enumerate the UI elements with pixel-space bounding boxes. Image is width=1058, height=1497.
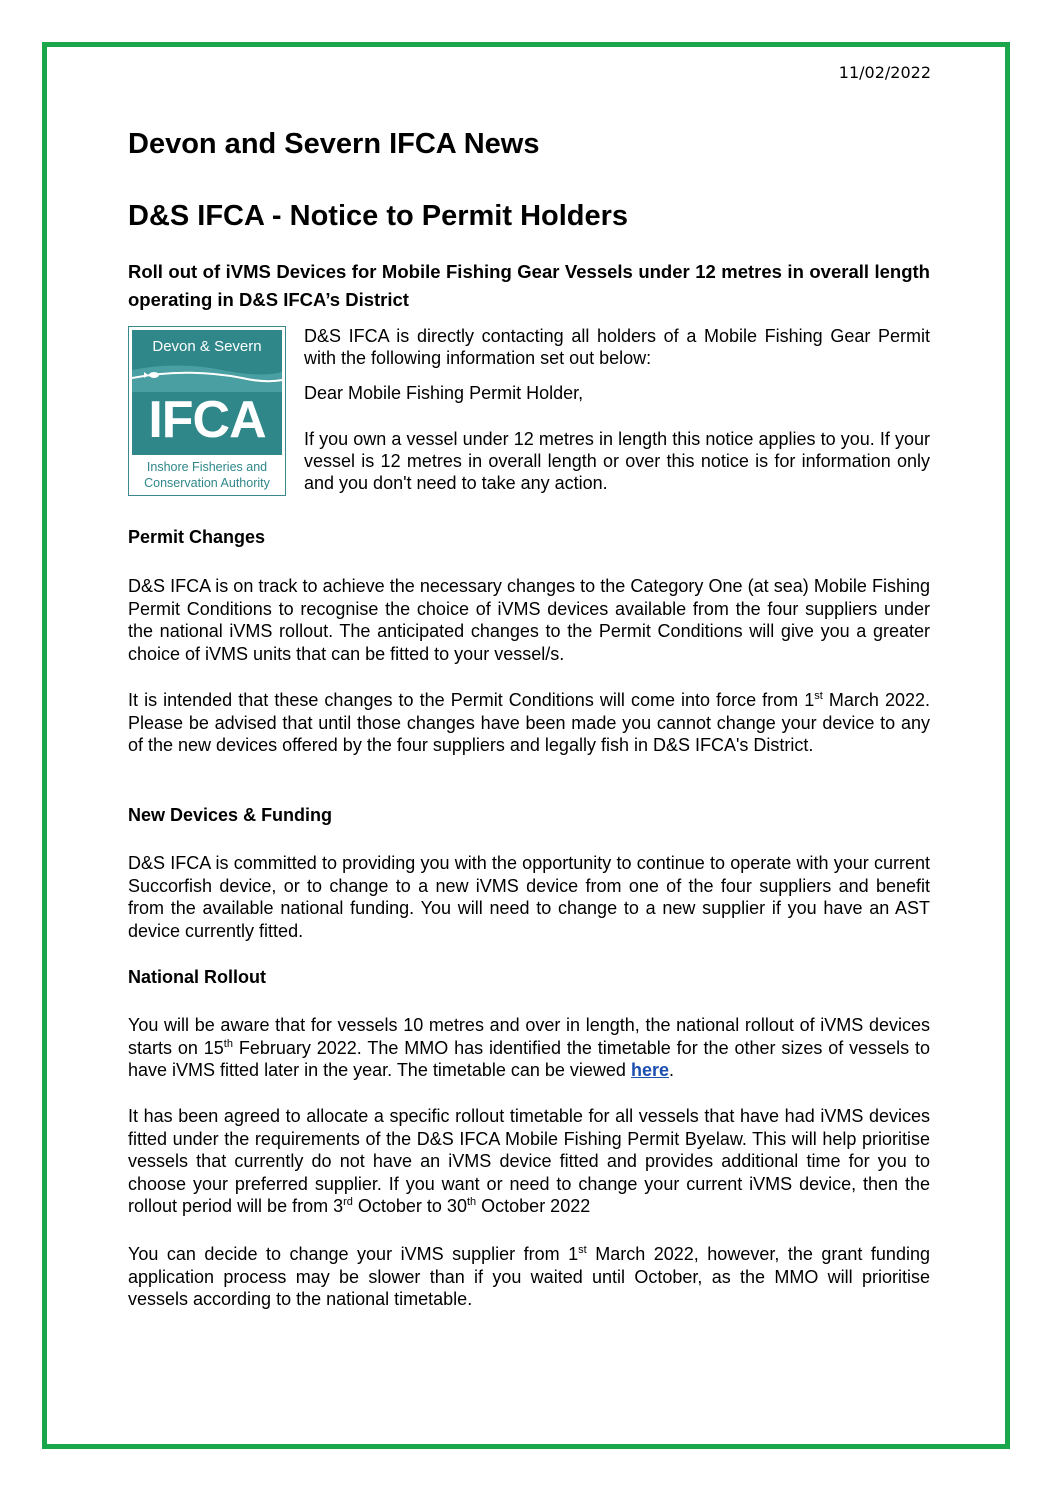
logo-main-text: IFCA — [148, 391, 266, 449]
intro-paragraph-1: D&S IFCA is directly contacting all holders of a Mobile Fishing Gear Permit with the following information set out below: — [304, 326, 930, 368]
national-rollout-paragraph-1 — [128, 1014, 930, 1082]
national-rollout-paragraph-2 — [128, 1105, 930, 1218]
salutation: Dear Mobile Fishing Permit Holder, — [304, 383, 584, 403]
section-heading-permit-changes: Permit Changes — [128, 527, 266, 547]
text-span: March 2022, however, the grant funding application process may be slower than if you waited until October, as the MMO will prioritise vessels according to the national timetable. — [128, 1244, 930, 1309]
superscript: th — [223, 1037, 233, 1050]
text-span: It is intended that these changes to the Permit Conditions will come into force from 1 — [128, 690, 815, 710]
permit-changes-paragraph-1: D&S IFCA is on track to achieve the necessary changes to the Category One (at sea) Mobile Fishing Permit Conditions to recognise the choice of iVMS devices available from the four suppliers under the national iVMS rollout. The anticipated changes to the Permit Conditions will give you a greater choice of iVMS units that can be fitted to your vessel/s. — [128, 576, 930, 664]
superscript: st — [814, 690, 823, 702]
text-span: . — [668, 1060, 674, 1080]
text-span: March 2022. Please be advised that until those changes have been made you cannot change your device to any of the new devices offered by the four suppliers and legally fish in D&S IFCA's District. — [128, 690, 931, 755]
national-rollout-paragraph-3 — [128, 1243, 930, 1311]
text-span: You will be aware that for vessels 10 metres and over in length, the national rollout of iVMS devices starts on 15 — [128, 1015, 930, 1058]
wave-icon — [132, 356, 282, 392]
superscript: th — [466, 1196, 477, 1208]
superscript: rd — [343, 1196, 353, 1208]
section-heading-new-devices: New Devices & Funding — [128, 805, 333, 825]
notice-title: D&S IFCA - Notice to Permit Holders — [128, 200, 629, 232]
ifca-logo — [128, 326, 286, 496]
text-span: February 2022. The MMO has identified the timetable for the other sizes of vessels to have iVMS fitted later in the year. The timetable can be viewed — [128, 1037, 930, 1080]
text-span: You can decide to change your iVMS supplier from 1 — [128, 1244, 579, 1264]
permit-changes-paragraph-2 — [128, 689, 930, 757]
text-span: It has been agreed to allocate a specific rollout timetable for all vessels that have had iVMS devices fitted under the requirements of the D&S IFCA Mobile Fishing Permit Byelaw. This will help prioritise vessels that currently do not have an iVMS device fitted and provides additional time for you to choose your preferred supplier. If you want or need to change your current iVMS device, then the rollout period will be from 3 — [128, 1106, 930, 1216]
logo-top-text: Devon & Severn — [152, 338, 262, 355]
notice-subtitle: Roll out of iVMS Devices for Mobile Fishing Gear Vessels under 12 metres in overall length operating in D&S IFCA’s District — [128, 261, 930, 310]
document-date: 11/02/2022 — [838, 63, 931, 82]
new-devices-paragraph-1: D&S IFCA is committed to providing you with the opportunity to continue to operate with your current Succorfish device, or to change to a new iVMS device from one of the four suppliers and benefit from the available national funding. You will need to change to a new supplier if you have an AST device currently fitted. — [128, 853, 930, 941]
text-span: October to 30 — [352, 1196, 467, 1216]
intro-block — [304, 325, 930, 507]
logo-caption — [129, 459, 285, 491]
superscript: st — [578, 1244, 587, 1256]
logo-caption-line1: Inshore Fisheries and — [146, 460, 268, 474]
intro-paragraph-2: If you own a vessel under 12 metres in length this notice applies to you. If your vessel is 12 metres in overall length or over this notice is for information only and you don't need to take any action. — [304, 429, 930, 493]
timetable-link[interactable]: here — [630, 1060, 669, 1080]
logo-banner — [132, 330, 282, 455]
page-title: Devon and Severn IFCA News — [128, 128, 540, 160]
logo-caption-line2: Conservation Authority — [144, 476, 270, 490]
text-span: October 2022 — [476, 1196, 591, 1216]
section-heading-national-rollout: National Rollout — [128, 967, 266, 987]
